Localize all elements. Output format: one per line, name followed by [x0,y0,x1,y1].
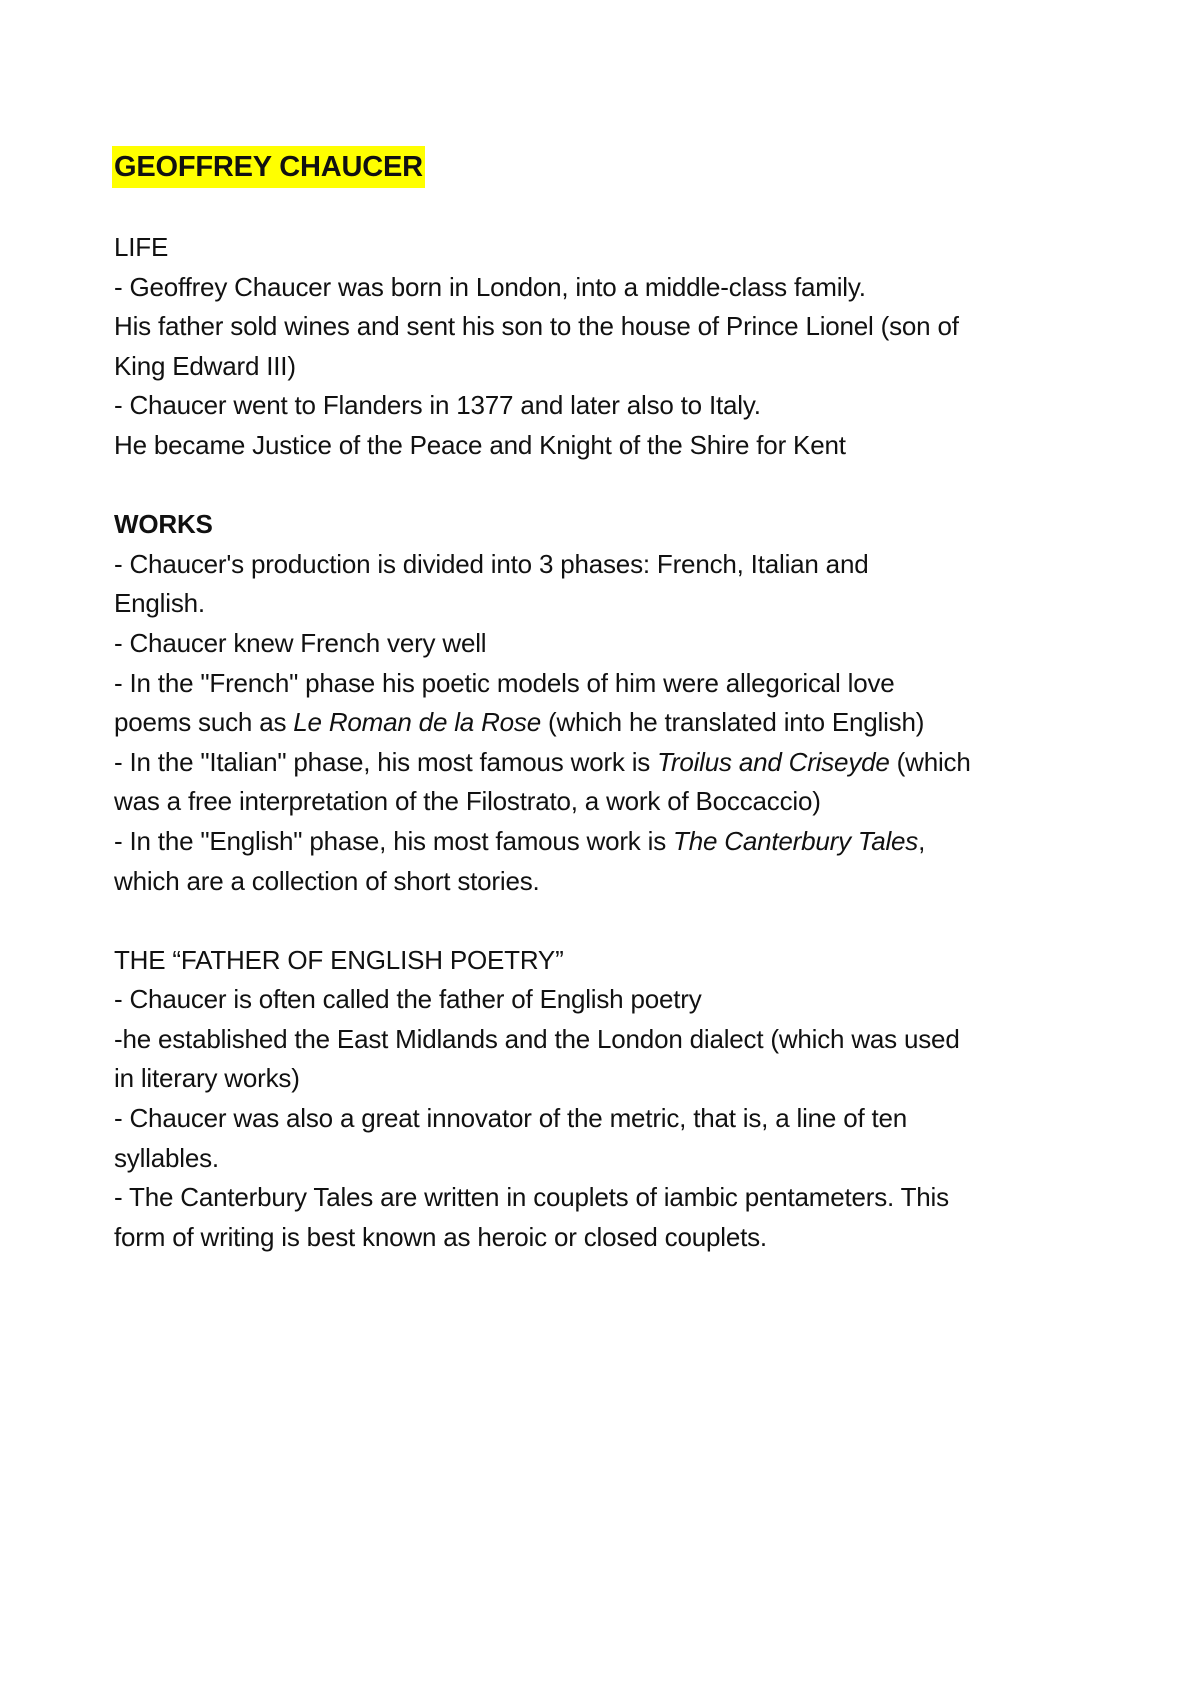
works-line: - In the "French" phase his poetic models of him were allegorical love [114,667,895,698]
life-line: His father sold wines and sent his son to the house of Prince Lionel (son of [114,311,959,342]
father-line: - Chaucer is often called the father of English poetry [114,984,702,1015]
works-text: poems such as [114,707,294,738]
works-line [114,822,1114,862]
work-title-canterbury-tales: The Canterbury Tales [673,825,919,856]
father-line: -he established the East Midlands and the London dialect (which was used [114,1023,960,1054]
father-line: form of writing is best known as heroic or closed couplets. [114,1221,767,1252]
work-title-troilus-and-criseyde: Troilus and Criseyde [657,746,890,777]
father-line: syllables. [114,1142,219,1173]
document-title: GEOFFREY CHAUCER [112,146,425,188]
works-line: English. [114,588,205,619]
works-line: which are a collection of short stories. [114,865,540,896]
document-page [114,146,1114,1257]
father-section [114,941,1114,1258]
life-heading: LIFE [114,232,169,262]
works-text: (which he translated into English) [540,707,925,738]
father-line: - The Canterbury Tales are written in couplets of iambic pentameters. This [114,1182,949,1213]
father-line: in literary works) [114,1063,300,1094]
works-line [114,743,1114,783]
life-line: - Chaucer went to Flanders in 1377 and later also to Italy. [114,390,761,421]
works-line [114,703,1114,743]
works-text: - In the "English" phase, his most famous work is [114,825,674,856]
father-line: - Chaucer was also a great innovator of the metric, that is, a line of ten [114,1103,908,1134]
work-title-roman-de-la-rose: Le Roman de la Rose [293,707,541,738]
life-line: He became Justice of the Peace and Knight of the Shire for Kent [114,429,846,460]
life-section [114,228,1114,466]
works-text: - In the "Italian" phase, his most famous work is [114,746,658,777]
works-text: (which [889,746,971,777]
works-line: - Chaucer knew French very well [114,627,487,658]
title-wrap [114,146,1114,188]
works-heading: WORKS [114,509,213,540]
works-line: was a free interpretation of the Filostrato, a work of Boccaccio) [114,786,821,817]
works-line: - Chaucer's production is divided into 3 phases: French, Italian and [114,548,869,579]
works-text: , [918,825,926,856]
life-line: King Edward III) [114,350,296,381]
works-section [114,505,1114,901]
life-line: - Geoffrey Chaucer was born in London, into a middle-class family. [114,271,866,302]
father-heading: THE “FATHER OF ENGLISH POETRY” [114,944,564,975]
